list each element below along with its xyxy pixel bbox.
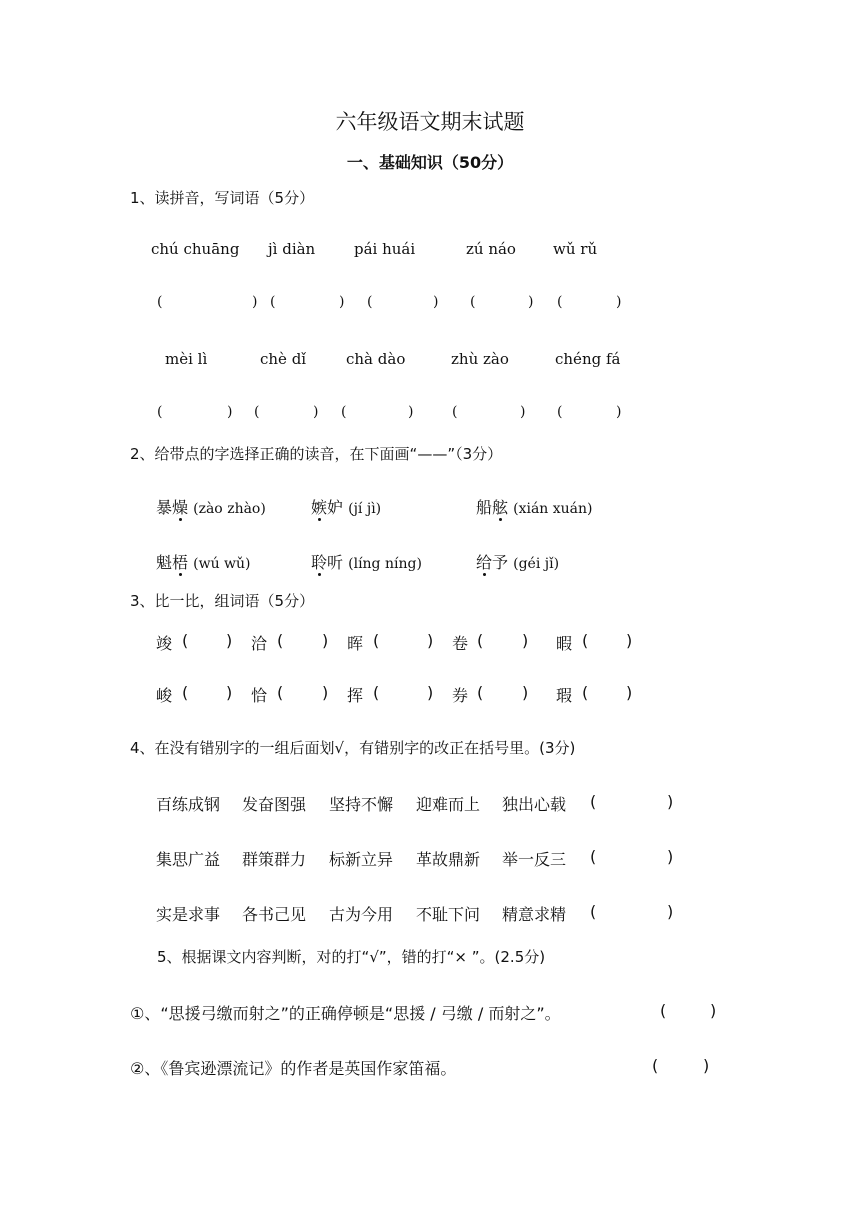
blank-close: ) [667, 847, 674, 866]
idiom: 各书己见 [242, 905, 307, 924]
blank-close: ) [703, 1056, 710, 1075]
blank-close: ) [522, 683, 529, 702]
blank-open: ( [582, 631, 589, 650]
blank-open: ( [367, 294, 373, 310]
pinyin-item: zhù zào [451, 350, 509, 368]
pinyin-item: chè dǐ [260, 350, 307, 368]
blank-open: ( [277, 631, 284, 650]
dotted-char: 聆 [311, 553, 328, 572]
dotted-char: 嫉 [311, 498, 328, 517]
question-2-heading: 2、给带点的字选择正确的读音，在下面画“——”（3分） [130, 445, 503, 463]
blank-open: ( [182, 683, 189, 702]
reading-item: 暴燥 (zào zhào) [156, 498, 266, 517]
blank-open: ( [590, 792, 597, 811]
pinyin-item: pái huái [354, 240, 416, 258]
question-4-heading: 4、在没有错别字的一组后面划√，有错别字的改正在括号里。(3分) [130, 739, 576, 757]
compare-char: 挥 [347, 686, 364, 705]
blank-close: ) [626, 631, 633, 650]
judgement-item: ②、《鲁宾逊漂流记》的作者是英国作家笛福。 [130, 1059, 457, 1078]
blank-close: ) [433, 294, 439, 310]
idiom: 集思广益 [156, 850, 221, 869]
dotted-char: 给 [476, 553, 493, 572]
blank-close: ) [616, 404, 622, 420]
question-1-heading: 1、读拼音，写词语（5分） [130, 189, 315, 207]
reading-item: 船舷 (xián xuán) [476, 498, 593, 517]
blank-open: ( [452, 404, 458, 420]
compare-char: 瑕 [556, 686, 573, 705]
blank-open: ( [477, 683, 484, 702]
reading-item: 魁梧 (wú wǔ) [156, 553, 251, 572]
reading-options: (géi jǐ) [513, 556, 560, 572]
pinyin-item: chà dào [346, 350, 406, 368]
compare-char: 竣 [156, 634, 173, 653]
blank-close: ) [226, 631, 233, 650]
idiom: 革故鼎新 [416, 850, 481, 869]
blank-open: ( [660, 1001, 667, 1020]
section-heading: 一、基础知识（50分） [346, 153, 514, 172]
blank-close: ) [322, 683, 329, 702]
reading-options: (zào zhào) [193, 501, 266, 517]
blank-close: ) [226, 683, 233, 702]
dotted-char: 燥 [172, 498, 189, 517]
idiom: 独出心载 [502, 795, 567, 814]
blank-close: ) [408, 404, 414, 420]
blank-close: ) [252, 294, 258, 310]
blank-open: ( [582, 683, 589, 702]
blank-open: ( [270, 294, 276, 310]
blank-open: ( [254, 404, 260, 420]
compare-char: 暇 [556, 634, 573, 653]
blank-close: ) [710, 1001, 717, 1020]
pinyin-item: chéng fá [555, 350, 621, 368]
blank-open: ( [157, 294, 163, 310]
blank-open: ( [373, 683, 380, 702]
reading-options: (jí jì) [348, 501, 382, 517]
blank-close: ) [322, 631, 329, 650]
blank-close: ) [313, 404, 319, 420]
pinyin-item: jì diàn [268, 240, 316, 258]
blank-close: ) [667, 902, 674, 921]
blank-open: ( [373, 631, 380, 650]
blank-open: ( [590, 847, 597, 866]
blank-open: ( [470, 294, 476, 310]
reading-item: 嫉妒 (jí jì) [311, 498, 382, 517]
blank-open: ( [157, 404, 163, 420]
idiom: 举一反三 [502, 850, 567, 869]
page-title: 六年级语文期末试题 [335, 110, 525, 134]
idiom: 标新立异 [329, 850, 394, 869]
blank-close: ) [227, 404, 233, 420]
blank-open: ( [341, 404, 347, 420]
blank-close: ) [339, 294, 345, 310]
blank-close: ) [626, 683, 633, 702]
idiom: 迎难而上 [416, 795, 481, 814]
compare-char: 峻 [156, 686, 173, 705]
reading-item: 给予 (géi jǐ) [476, 553, 560, 572]
idiom: 坚持不懈 [329, 795, 394, 814]
blank-close: ) [520, 404, 526, 420]
blank-close: ) [522, 631, 529, 650]
compare-char: 卷 [452, 634, 469, 653]
blank-open: ( [590, 902, 597, 921]
compare-char: 恰 [251, 686, 268, 705]
pinyin-item: mèi lì [165, 350, 208, 368]
blank-open: ( [477, 631, 484, 650]
blank-close: ) [667, 792, 674, 811]
blank-close: ) [427, 631, 434, 650]
idiom: 精意求精 [502, 905, 567, 924]
compare-char: 晖 [347, 634, 364, 653]
reading-options: (wú wǔ) [193, 556, 251, 572]
blank-open: ( [182, 631, 189, 650]
idiom: 古为今用 [329, 905, 394, 924]
idiom: 群策群力 [242, 850, 307, 869]
compare-char: 洽 [251, 634, 268, 653]
reading-item: 聆听 (líng níng) [311, 553, 422, 572]
idiom: 实是求事 [156, 905, 221, 924]
idiom: 不耻下问 [416, 905, 481, 924]
compare-char: 券 [452, 686, 469, 705]
question-3-heading: 3、比一比，组词语（5分） [130, 592, 315, 610]
idiom: 发奋图强 [242, 795, 307, 814]
blank-open: ( [557, 404, 563, 420]
reading-options: (xián xuán) [513, 501, 593, 517]
blank-open: ( [652, 1056, 659, 1075]
blank-close: ) [528, 294, 534, 310]
idiom: 百练成钢 [156, 795, 221, 814]
question-5-heading: 5、根据课文内容判断，对的打“√”，错的打“× ”。(2.5分) [157, 948, 546, 966]
blank-close: ) [616, 294, 622, 310]
dotted-char: 梧 [172, 553, 189, 572]
reading-options: (líng níng) [348, 556, 422, 572]
blank-open: ( [277, 683, 284, 702]
blank-open: ( [557, 294, 563, 310]
pinyin-item: wǔ rǔ [553, 240, 598, 258]
pinyin-item: chú chuāng [151, 240, 240, 258]
dotted-char: 舷 [492, 498, 509, 517]
blank-close: ) [427, 683, 434, 702]
judgement-item: ①、“思援弓缴而射之”的正确停顿是“思援 / 弓缴 / 而射之”。 [130, 1004, 561, 1023]
pinyin-item: zú náo [466, 240, 516, 258]
